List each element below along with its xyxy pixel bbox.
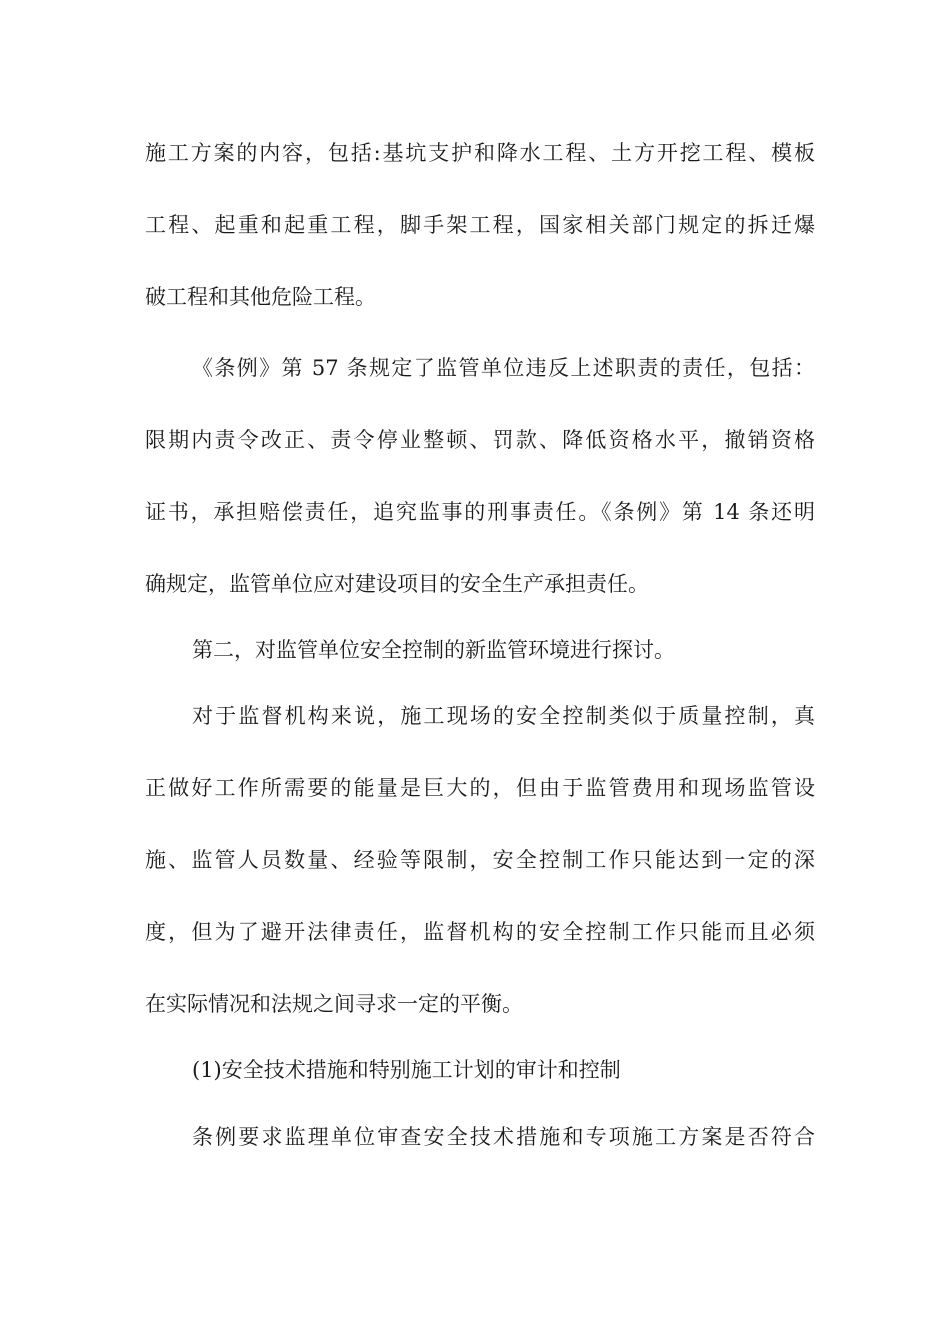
text-line: 施工方案的内容，包括:基坑支护和降水工程、土方开挖工程、模板 [145, 141, 815, 165]
text-line: 第二，对监管单位安全控制的新监管环境进行探讨。 [192, 638, 675, 662]
text-line: 《条例》第 57 条规定了监管单位违反上述职责的责任，包括： [192, 356, 815, 380]
text-line: 施、监管人员数量、经验等限制，安全控制工作只能达到一定的深 [145, 848, 815, 872]
text-line: 限期内责令改正、责令停业整顿、罚款、降低资格水平，撤销资格 [145, 428, 815, 452]
text-line: 在实际情况和法规之间寻求一定的平衡。 [145, 992, 523, 1016]
text-line: 正做好工作所需要的能量是巨大的，但由于监管费用和现场监管设 [145, 776, 815, 800]
text-line: 确规定，监管单位应对建设项目的安全生产承担责任。 [145, 572, 649, 596]
text-line: 破工程和其他危险工程。 [145, 285, 376, 309]
text-line: 条例要求监理单位审查安全技术措施和专项施工方案是否符合 [192, 1125, 815, 1149]
text-line: 对于监督机构来说，施工现场的安全控制类似于质量控制，真 [192, 704, 815, 728]
text-line: (1)安全技术措施和特别施工计划的审计和控制 [192, 1058, 621, 1082]
text-line: 证书，承担赔偿责任，追究监事的刑事责任。《条例》第 14 条还明 [145, 500, 815, 524]
text-line: 度，但为了避开法律责任，监督机构的安全控制工作只能而且必须 [145, 920, 815, 944]
text-line: 工程、起重和起重工程，脚手架工程，国家相关部门规定的拆迁爆 [145, 213, 815, 237]
